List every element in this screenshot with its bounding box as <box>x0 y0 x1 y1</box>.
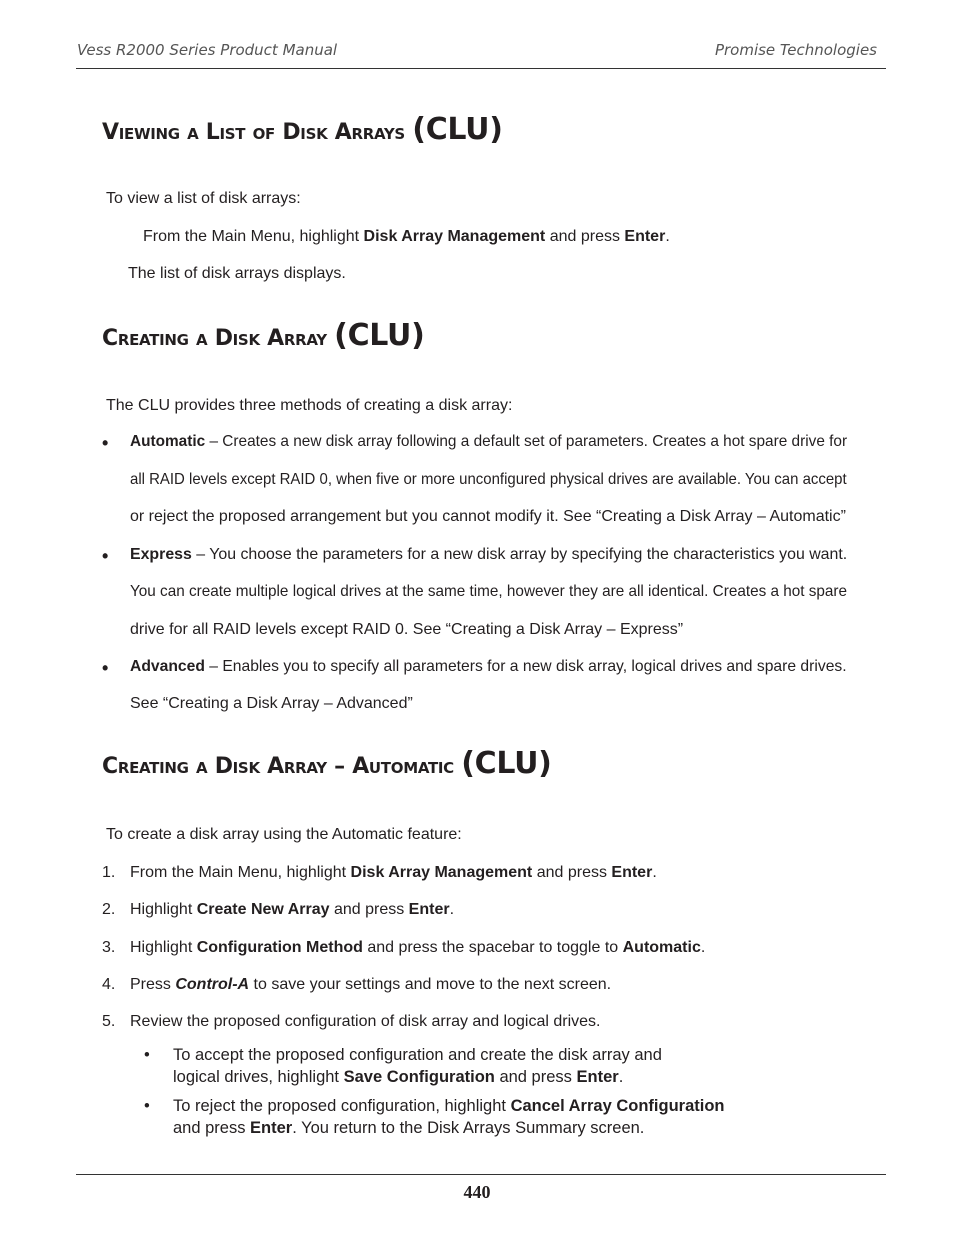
bullet-automatic-line3: or reject the proposed arrangement but you cannot modify it. See “Creating a Disk Array – Automatic” <box>130 508 846 525</box>
bullet-automatic-line1: Automatic – Creates a new disk array following a default set of parameters. Creates a hot spare drive for <box>130 433 848 450</box>
heading-suffix: (CLU) <box>461 746 552 781</box>
heading-main: Creating a Disk Array <box>102 326 327 351</box>
bullet-automatic-line2: all RAID levels except RAID 0, when five or more unconfigured physical drives are available. You can accept <box>130 471 847 488</box>
heading-creating-disk-array <box>102 318 425 353</box>
step-number: 5. <box>102 1013 116 1030</box>
heading-suffix: (CLU) <box>334 318 425 353</box>
step-2-text: Highlight Create New Array and press Enter. <box>130 901 455 918</box>
step-1-text: From the Main Menu, highlight Disk Array Management and press Enter. <box>130 864 657 881</box>
step-number: 2. <box>102 901 116 918</box>
section1-step: From the Main Menu, highlight Disk Array Management and press Enter. <box>143 228 670 245</box>
sub-bullet-reject-line1: To reject the proposed configuration, highlight Cancel Array Configuration <box>173 1097 725 1115</box>
section3-intro: To create a disk array using the Automatic feature: <box>106 826 462 843</box>
bullet-advanced-line1: Advanced – Enables you to specify all parameters for a new disk array, logical drives and spare drives. <box>130 658 847 675</box>
bullet-advanced-line2: See “Creating a Disk Array – Advanced” <box>130 695 413 712</box>
bullet-express-line1: Express – You choose the parameters for a new disk array by specifying the characteristics you want. <box>130 546 848 563</box>
sub-bullet-symbol: • <box>144 1046 150 1064</box>
sub-bullet-accept-line1: To accept the proposed configuration and create the disk array and <box>173 1046 662 1064</box>
heading-viewing-disk-arrays <box>102 112 503 147</box>
step-number: 3. <box>102 939 116 956</box>
step-3-text: Highlight Configuration Method and press the spacebar to toggle to Automatic. <box>130 939 706 956</box>
heading-main: Viewing a List of Disk Arrays <box>102 120 405 145</box>
header-manual-title: Vess R2000 Series Product Manual <box>77 41 338 59</box>
step-number: 1. <box>102 864 116 881</box>
page-number: 440 <box>463 1182 491 1202</box>
sub-bullet-accept-line2: logical drives, highlight Save Configuration and press Enter. <box>173 1068 624 1086</box>
heading-creating-disk-array-automatic <box>102 746 552 781</box>
section1-intro: To view a list of disk arrays: <box>106 190 301 207</box>
step-5-text: Review the proposed configuration of disk array and logical drives. <box>130 1013 601 1030</box>
step-4-text: Press Control-A to save your settings and move to the next screen. <box>130 976 612 993</box>
bullet-symbol: • <box>102 658 109 678</box>
header-company: Promise Technologies <box>714 41 877 59</box>
sub-bullet-symbol: • <box>144 1097 150 1115</box>
bullet-express-line3: drive for all RAID levels except RAID 0. See “Creating a Disk Array – Express” <box>130 621 684 638</box>
section1-result: The list of disk arrays displays. <box>128 265 346 282</box>
bullet-symbol: • <box>102 546 109 566</box>
header-rule <box>76 68 886 69</box>
step-number: 4. <box>102 976 116 993</box>
heading-main: Creating a Disk Array – Automatic <box>102 754 454 779</box>
sub-bullet-reject-line2: and press Enter. You return to the Disk Arrays Summary screen. <box>173 1119 645 1137</box>
section2-intro: The CLU provides three methods of creating a disk array: <box>106 397 513 414</box>
bullet-express-line2: You can create multiple logical drives at the same time, however they are all identical. Creates a hot spare <box>130 583 848 600</box>
footer-rule <box>76 1174 886 1175</box>
heading-suffix: (CLU) <box>412 112 503 147</box>
bullet-symbol: • <box>102 433 109 453</box>
